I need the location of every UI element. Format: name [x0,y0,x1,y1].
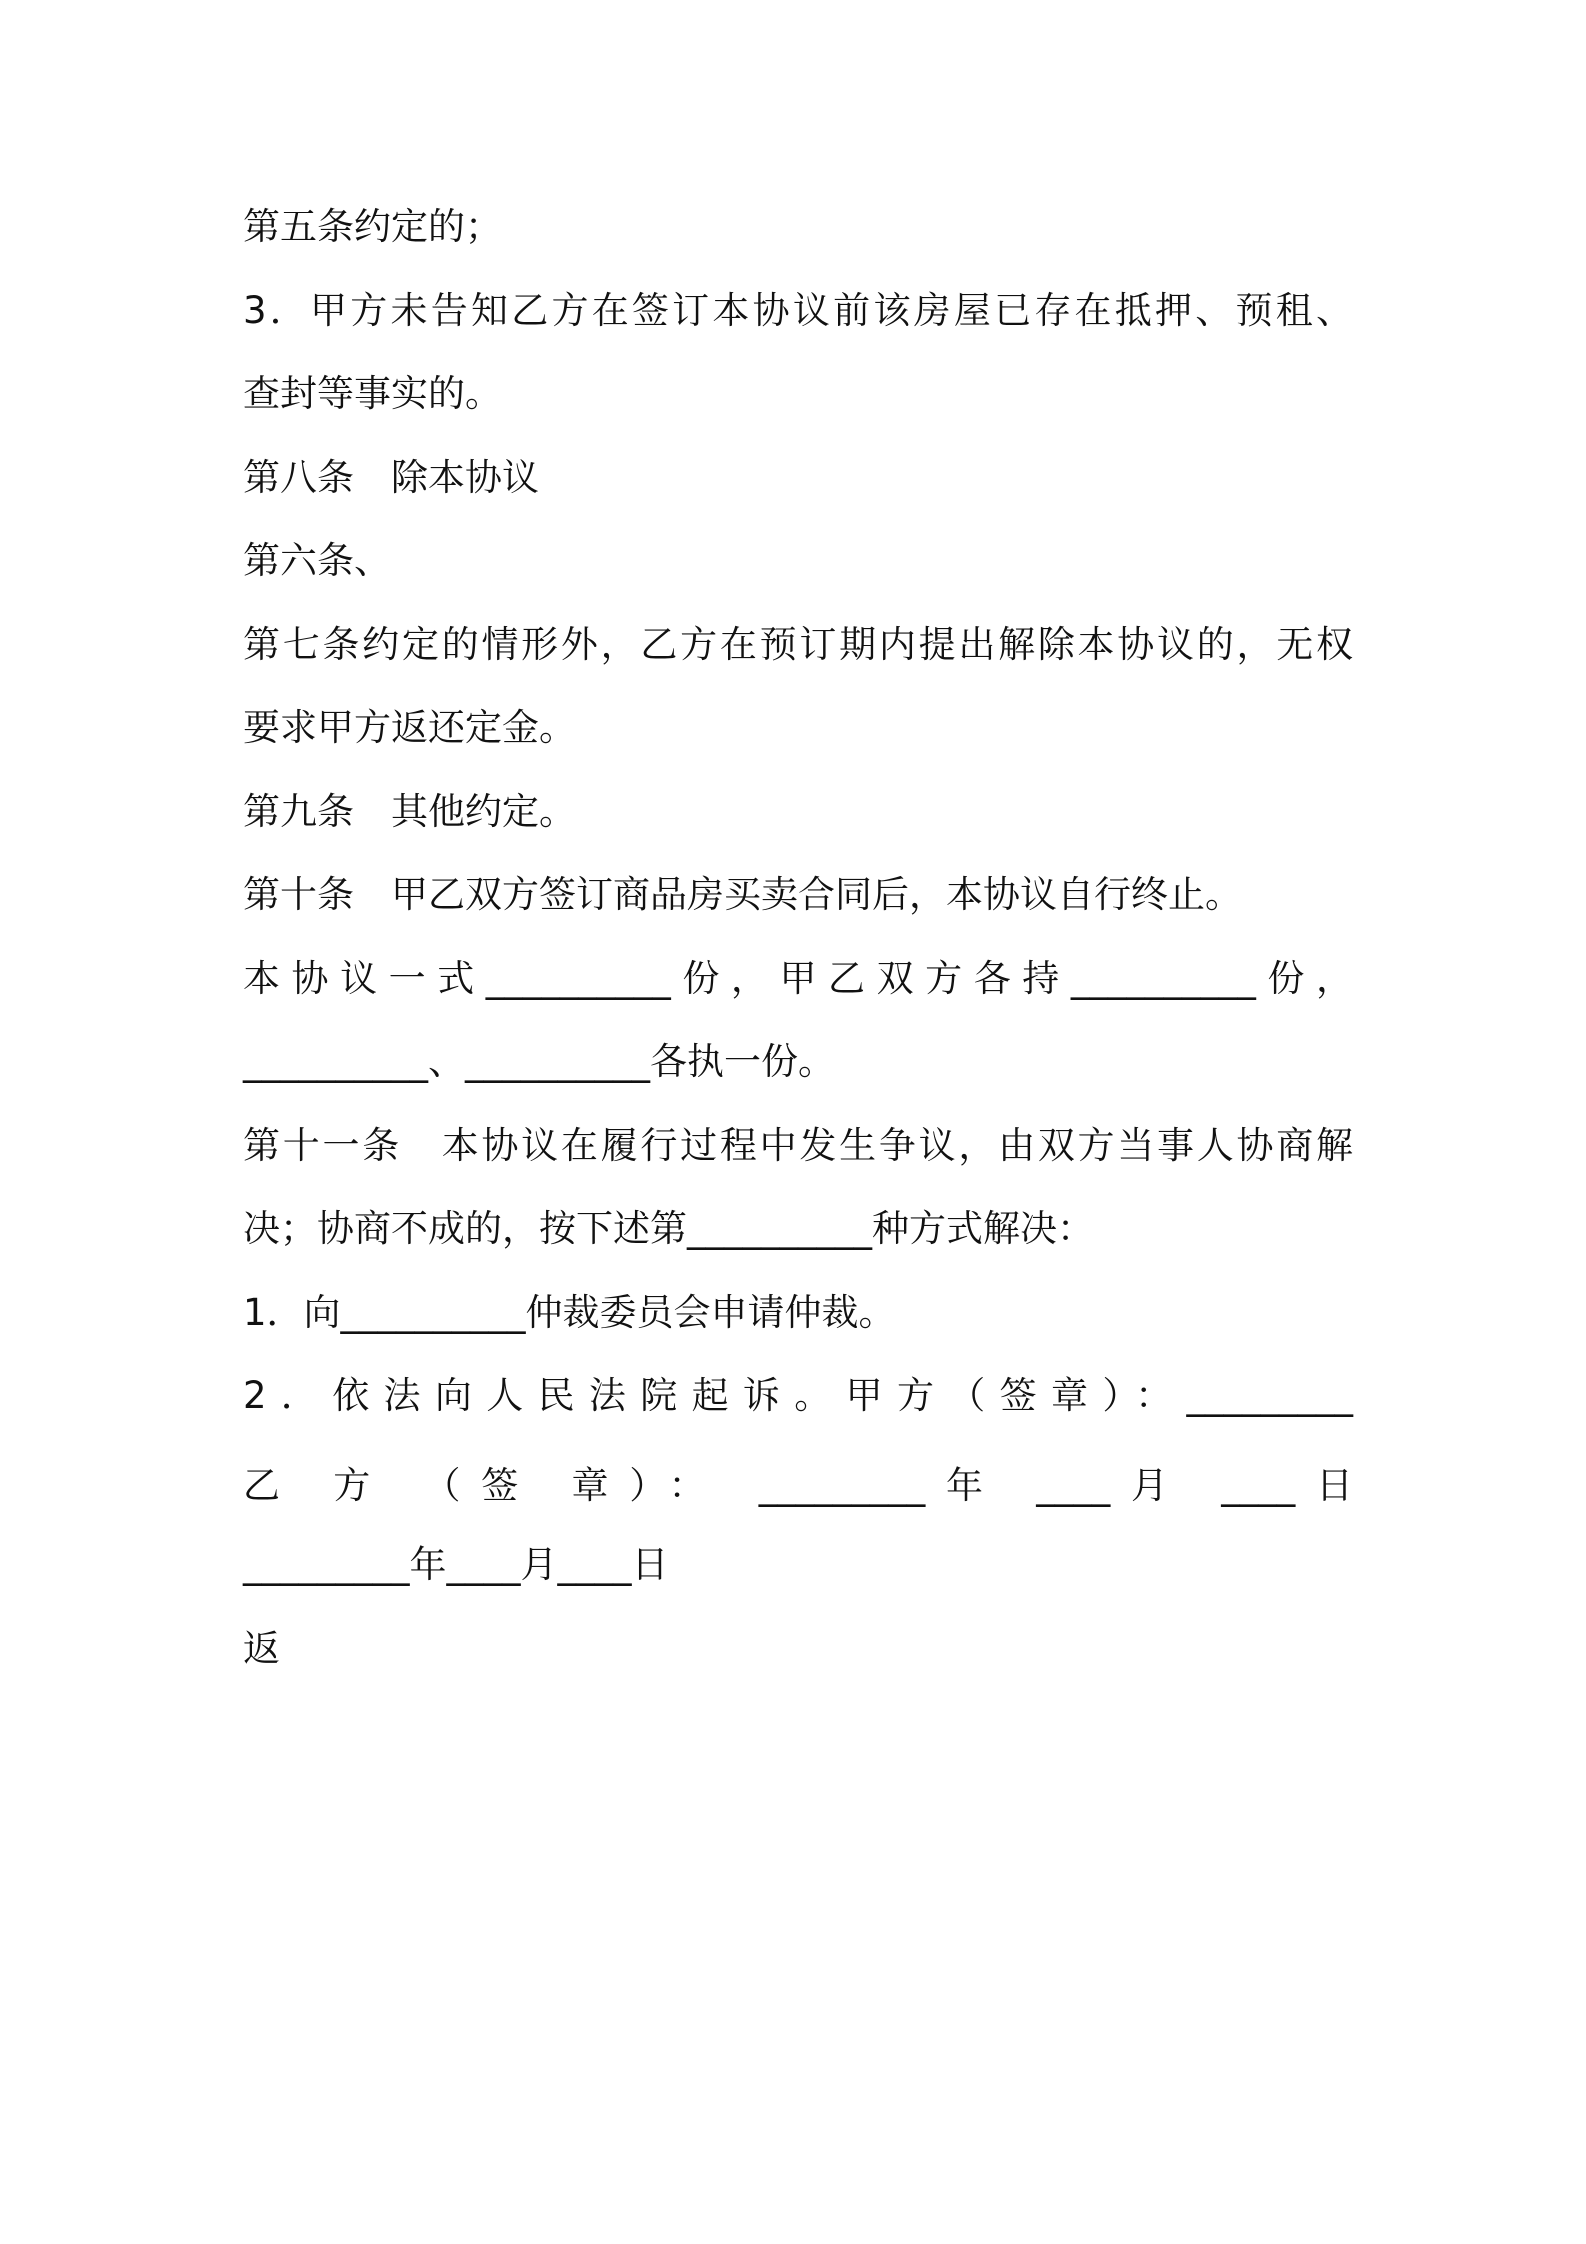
text-line: 第五条约定的； [243,205,502,248]
copies-holders-line: __________、__________各执一份。 [243,1040,835,1083]
party-b-signature-date: 乙 方 （签 章）： _________年 ____月 ____日 [243,1464,1353,1507]
text-line: 返 [243,1627,280,1670]
text-line: 3．甲方未告知乙方在签订本协议前该房屋已存在抵押、预租、 [243,289,1353,332]
article-heading: 第九条 其他约定。 [243,790,576,833]
text-line: 第六条、 [243,539,391,582]
article-heading: 第十条 甲乙双方签订商品房买卖合同后，本协议自行终止。 [243,873,1242,916]
litigation-option-party-a-signature: 2．依法向人民法院起诉。甲方（签章）：_________ [243,1374,1353,1417]
signature-date: _________年____月____日 [243,1543,669,1586]
text-line: 要求甲方返还定金。 [243,706,576,749]
arbitration-option: 1．向__________仲裁委员会申请仲裁。 [243,1291,896,1334]
text-line: 第七条约定的情形外，乙方在预订期内提出解除本协议的，无权 [243,623,1353,666]
article-heading: 第八条 除本协议 [243,456,539,499]
text-line: 查封等事实的。 [243,372,502,415]
text-line: 决；协商不成的，按下述第__________种方式解决： [243,1207,1094,1250]
article-heading: 第十一条 本协议在履行过程中发生争议，由双方当事人协商解 [243,1124,1353,1167]
copies-line: 本协议一式__________份，甲乙双方各持__________份， [243,957,1353,1000]
